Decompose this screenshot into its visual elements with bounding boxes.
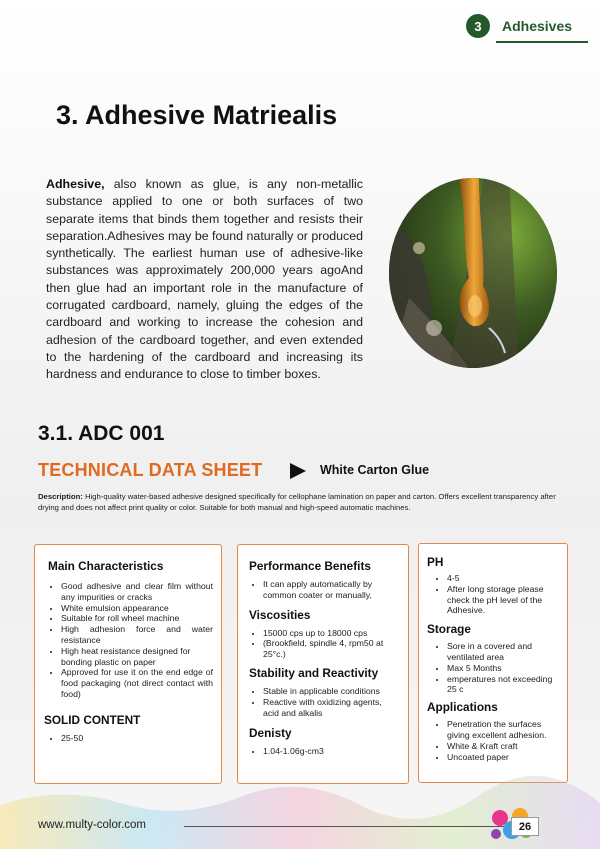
footer-divider bbox=[184, 826, 507, 827]
list-item: • Good adhesive and clear film without any impurities or cracks bbox=[61, 581, 213, 603]
list-item: • 4-5 bbox=[447, 573, 561, 584]
solid-content-heading: SOLID CONTENT bbox=[44, 712, 141, 727]
list-item: • 15000 cps up to 18000 cps bbox=[263, 628, 400, 639]
page-title: 3. Adhesive Matriealis bbox=[56, 100, 338, 130]
intro-body: also known as glue, is any non-metallic substance applied to one or both surfaces of two separate items that binds them together and resists their separation.Adhesives may be found naturally or produced synthetically. The earliest human use of adhesive-like substances was approximately 200,000 years agoAnd then glue had an important role in the manufacture of corrugated cardboard, namely, gluing the edges of the cardboard and working to increase the cohesion and adhesion of the cardboard together, and even extended to the hardening of the cardboard and increasing its hardness and endurance to close to timber boxes. bbox=[46, 177, 363, 382]
description-text: High-quality water-based adhesive designed specifically for cellophane lamination on paper and carton. Offers excellent transparency after drying and does not affect print quality or color. Suitable for both manual and high-speed automatic machines. bbox=[38, 492, 556, 512]
page-number: 26 bbox=[511, 817, 539, 836]
card-ph-storage bbox=[418, 543, 568, 783]
list-item: • High heat resistance designed for bonding plastic on paper bbox=[61, 646, 213, 668]
section-label: Adhesives bbox=[502, 18, 573, 34]
list-item: • 25-50 bbox=[61, 733, 213, 744]
section-tag-underline bbox=[496, 41, 588, 43]
list-item: • emperatures not exceeding 25 c bbox=[447, 674, 561, 696]
performance-heading: Performance Benefits bbox=[249, 559, 371, 573]
main-characteristics-heading: Main Characteristics bbox=[48, 559, 164, 573]
adhesive-resin-photo bbox=[389, 178, 557, 368]
arrow-right-icon bbox=[290, 463, 306, 479]
list-item: • After long storage please check the pH level of the Adhesive. bbox=[447, 584, 561, 616]
list-item: • High adhesion force and water resistance bbox=[61, 624, 213, 646]
density-heading: Denisty bbox=[249, 726, 292, 741]
intro-term: Adhesive, bbox=[46, 177, 105, 191]
list-item: • Sore in a covered and ventilated area bbox=[447, 641, 561, 663]
list-item: • 1.04-1.06g-cm3 bbox=[263, 746, 400, 757]
product-code-heading: 3.1. ADC 001 bbox=[38, 422, 165, 445]
list-item: • White emulsion appearance bbox=[61, 603, 213, 614]
product-name: White Carton Glue bbox=[320, 463, 430, 477]
footer-website-link[interactable]: www.multy-color.com bbox=[38, 819, 146, 831]
stability-heading: Stability and Reactivity bbox=[249, 665, 379, 680]
intro-paragraph bbox=[46, 176, 363, 384]
list-item: • Stable in applicable conditions bbox=[263, 686, 400, 697]
list-item: • Uncoated paper bbox=[447, 752, 561, 763]
list-item: • Suitable for roll wheel machine bbox=[61, 613, 213, 624]
list-item: • Reactive with oxidizing agents, acid and alkalis bbox=[263, 697, 400, 719]
card-main-characteristics bbox=[34, 544, 222, 784]
product-description bbox=[38, 492, 564, 513]
list-item: • Penetration the surfaces giving excellent adhesion. bbox=[447, 719, 561, 741]
tds-header-row bbox=[38, 460, 558, 484]
applications-heading: Applications bbox=[427, 700, 498, 715]
card-performance bbox=[237, 544, 409, 784]
section-number-badge: 3 bbox=[466, 14, 490, 38]
list-item: • It can apply automatically by common coater or manually, bbox=[263, 579, 400, 601]
list-item: • Approved for use it on the end edge of food packaging (not direct contact with food) bbox=[61, 667, 213, 699]
list-item: • (Brookfield, spindle 4, rpm50 at 25°c.) bbox=[263, 638, 400, 660]
list-item: • White & Kraft craft bbox=[447, 741, 561, 752]
description-label: Description: bbox=[38, 492, 83, 501]
list-item: • Max 5 Months bbox=[447, 663, 561, 674]
storage-heading: Storage bbox=[427, 622, 471, 637]
tds-label: TECHNICAL DATA SHEET bbox=[38, 460, 263, 480]
ph-heading: PH bbox=[427, 555, 444, 569]
viscosities-heading: Viscosities bbox=[249, 607, 311, 622]
section-tag bbox=[466, 14, 572, 38]
